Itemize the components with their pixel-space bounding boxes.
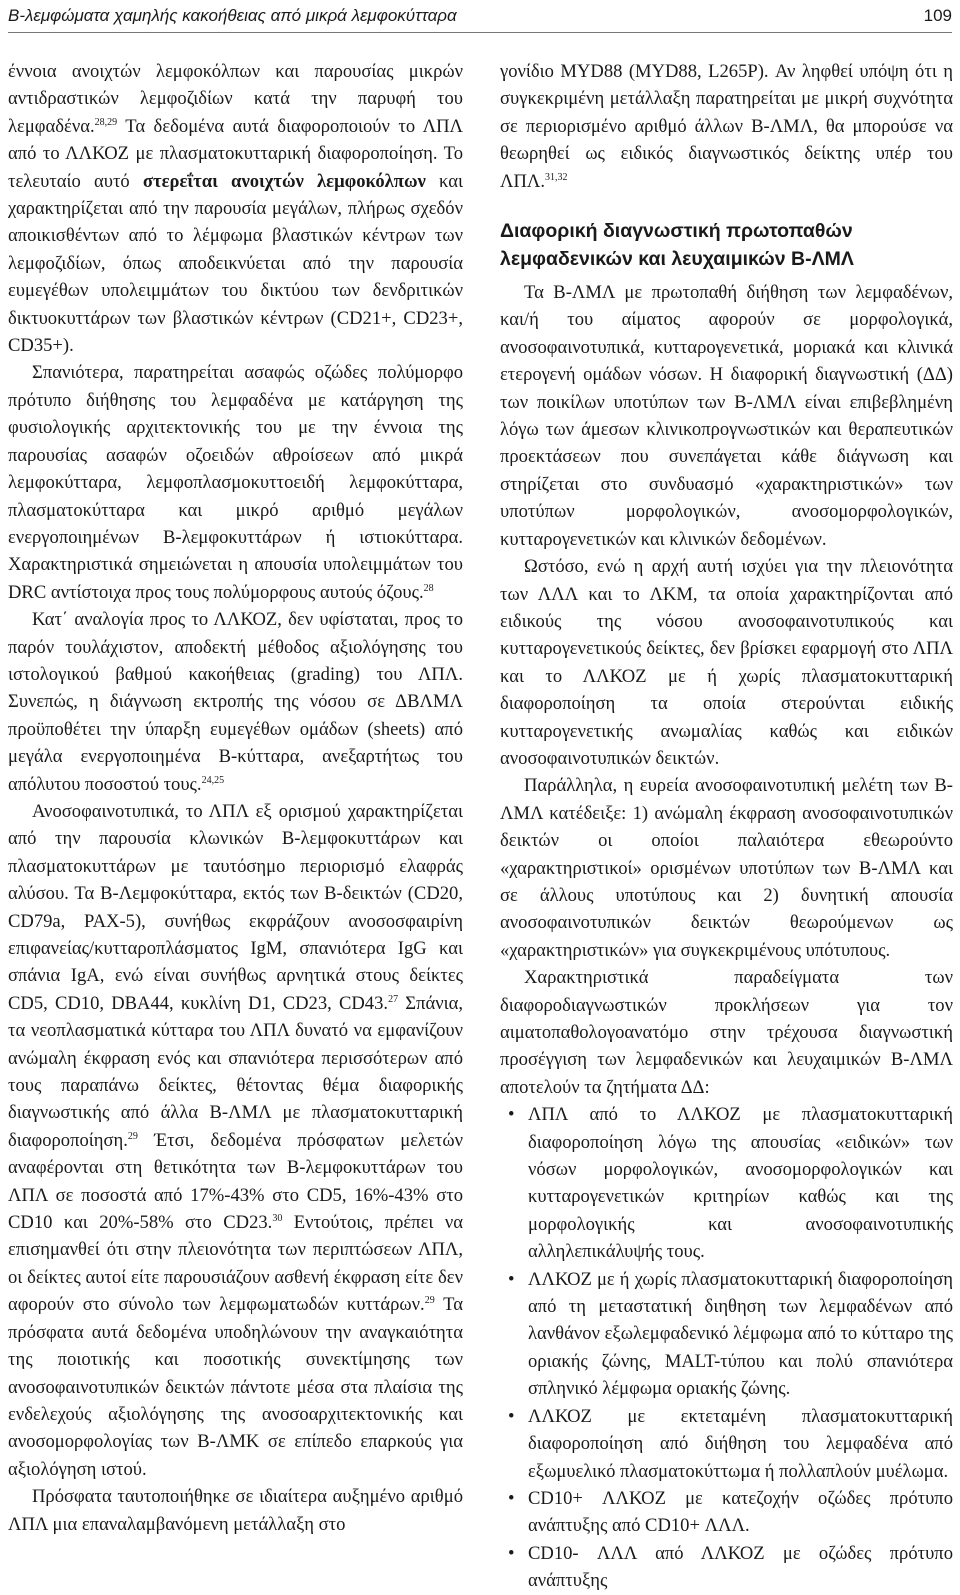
- text-run: και χαρακτηρίζεται από την παρουσία μεγάλων, πλήρως σχεδόν αποικισθέντων από το λέμφωμα βλαστικών κέντρων των λεμφοζιδίων, όπως αποδεικνύεται από την παρουσία ευμεγέθων υπολειμμάτων του δικτύου των δενδριτικών δικτυοκυττάρων των βλαστικών κέντρων (CD21+, CD23+, CD35+).: [8, 170, 463, 357]
- citation: 27: [388, 993, 399, 1005]
- list-item: [500, 1540, 953, 1595]
- list-item-text: CD10- ΛΛΛ από ΛΛΚΟΖ με οζώδες πρότυπο ανάπτυξης: [528, 1542, 953, 1592]
- section-heading-line: λεμφαδενικών και λευχαιμικών Β-ΛΜΛ: [500, 248, 854, 271]
- paragraph: [500, 553, 953, 772]
- section-heading: [500, 217, 953, 273]
- page-number: 109: [923, 6, 952, 25]
- list-item: [500, 1266, 953, 1403]
- page-header: [8, 4, 952, 32]
- bullet-icon: •: [508, 1405, 515, 1427]
- paragraph: [8, 58, 463, 359]
- text-run: Έτσι, δεδομένα πρόσφατων μελετών αναφέρονται στη θετικότητα των Β-λεμφοκυττάρων του ΛΠΛ σε ποσοστά από 17%-43% στο CD5, 16%-43% στο CD10 και 20%-58% στο CD23.: [8, 1129, 463, 1234]
- citation: 30: [272, 1213, 283, 1225]
- citation: 31,32: [545, 171, 568, 183]
- bullet-icon: •: [508, 1268, 515, 1290]
- citation: 28: [423, 582, 434, 594]
- paragraph: [500, 964, 953, 1101]
- list-item-text: ΛΠΛ από το ΛΛΚΟΖ με πλασματοκυτταρική διαφοροποίηση λόγω της απουσίας «ειδικών» των νόσων μορφολογικών, ανοσομορφολογικών και κυτταρογενετικών κριτηρίων καθώς και της μορφολογικής και ανοσοφαινοτυπικής αλληλεπικάλυψής τους.: [528, 1104, 953, 1263]
- text-run: Τα δεδομένα αυτά διαφοροποιούν το ΛΠΛ από το ΛΛΚΟΖ με πλασματοκυτταρική διαφοροποίηση. Το τελευταίο αυτό: [8, 115, 463, 192]
- text-run: Κατ΄ αναλογία προς το ΛΛΚΟΖ, δεν υφίσταται, προς το παρόν τουλάχιστον, αποδεκτή μέθοδος αξιολόγησης του ιστολογικού βαθμού κακοήθειας (grading) του ΛΠΛ. Συνεπώς, η διάγνωση εκτροπής της νόσου σε ΔΒΛΜΛ προϋποθέτει την ύπαρξη ευμεγέθων ομάδων (sheets) από μεγάλα ενεργοποιημένα Β-κύτταρα, ανεξαρτήτως του απόλυτου ποσοστού τους.: [8, 609, 463, 795]
- text-run: γονίδιο MYD88 (MYD88, L265P). Αν ληφθεί υπόψη ότι η συγκεκριμένη μετάλλαξη παρατηρείται με μικρή συχνότητα σε περιορισμένο αριθμό άλλων Β-ΛΜΛ, θα μπορούσε να θεωρηθεί ως ειδικός διαγνωστικός δείκτης υπέρ του ΛΠΛ.: [500, 61, 953, 192]
- paragraph: [8, 798, 463, 1483]
- list-item-text: ΛΛΚΟΖ με εκτεταμένη πλασματοκυτταρική διαφοροποίηση από διήθηση του λεμφαδένα από εξωμυελικό πλασματοκύττωμα ή πολλαπλούν μυέλωμα.: [528, 1405, 953, 1482]
- text-run: έννοια ανοιχτών λεμφοκόλπων και παρουσίας μικρών αντιδραστικών λεμφοζιδίων κατά την παρυφή του λεμφαδένα.: [8, 61, 463, 137]
- paragraph: [500, 58, 953, 195]
- citation: 29: [127, 1130, 138, 1142]
- section-heading-line: Διαφορική διαγνωστική πρωτοπαθών: [500, 220, 853, 243]
- bullet-icon: •: [508, 1487, 515, 1509]
- citation: 28,29: [94, 116, 118, 128]
- citation: 29: [424, 1295, 435, 1307]
- paragraph: [500, 279, 953, 553]
- right-column: [500, 58, 953, 1595]
- text-run: Παράλληλα, η ευρεία ανοσοφαινοτυπική μελέτη των Β-ΛΜΛ κατέδειξε: 1) ανώμαλη έκφραση ανοσοφαινοτυπικών δεικτών οι οποίοι παλαιότερα εθεωρούντο «χαρακτηριστικοί» ορισμένων υποτύπων των Β-ΛΜΛ και σε άλλους υποτύπους και 2) δυνητική απουσία ανοσοφαινοτυπικών δεικτών θεωρούμενων ως «χαρακτηριστικών» για συγκεκριμένους υπότυπους.: [500, 775, 953, 961]
- text-run: Σπανιότερα, παρατηρείται ασαφώς οζώδες πολύμορφο πρότυπο διήθησης του λεμφαδένα με κατάργηση της φυσιολογικής αρχιτεκτονικής του με την έννοια της παρουσίας ασαφών οζοειδών αθροίσεων από μικρά λεμφοκύτταρα, λεμφοπλασμοκυττοειδή λεμφοκύτταρα, πλασματοκύτταρα και μικρό αριθμό μεγάλων ενεργοποιημένων Β-λεμφοκυττάρων ή ιστιοκύτταρα. Χαρακτηριστικά σημειώνεται η απουσία υπολειμμάτων του DRC αντίστοιχα προς τους πολύμορφους αυτούς όζους.: [8, 362, 463, 603]
- text-run: Σπάνια, τα νεοπλασματικά κύτταρα του ΛΠΛ δυνατό να εμφανίζουν ανώμαλη έκφραση ενός και σπανιότερα περισσότερων από τους παραπάνω δείκτες, θέτοντας θέμα διαφορικής διαγνωστικής από άλλα Β-ΛΜΛ με πλασματοκυτταρική διαφοροποίηση.: [8, 992, 463, 1151]
- bullet-icon: •: [508, 1104, 515, 1126]
- paragraph: [8, 359, 463, 606]
- list-item: [500, 1101, 953, 1265]
- paragraph: [500, 772, 953, 964]
- list-item: [500, 1485, 953, 1540]
- bullet-list: [500, 1101, 953, 1594]
- bold-term: στερεΐται ανοιχτών λεμφοκόλπων: [142, 170, 426, 192]
- text-run: Τα Β-ΛΜΛ με πρωτοπαθή διήθηση των λεμφαδένων, και/ή του αίματος αφορούν σε μορφολογικά, ανοσοφαινοτυπικά, κυτταρογενετικά, μοριακά και κλινικά ετερογενή ομάδων νόσων. Η διαφορική διαγνωστική (ΔΔ) των ποικίλων υποτύπων των Β-ΛΜΛ είναι επιβεβλημένη λόγω των άμεσων κλινικοπρογνωστικών και θεραπευτικών προεκτάσεων που συνεπάγεται κάθε διάγνωση και στηρίζεται στο συνδυασμό «χαρακτηριστικών» των υποτύπων μορφολογικών, ανοσομορφολογικών, κυτταρογενετικών και κλινικών δεδομένων.: [500, 282, 953, 550]
- text-run: Ανοσοφαινοτυπικά, το ΛΠΛ εξ ορισμού χαρακτηρίζεται από την παρουσία κλωνικών Β-λεμφοκυττάρων και πλασματοκυττάρων με ταυτόσημο περιορισμό ελαφράς αλύσου. Τα Β-Λεμφοκύτταρα, εκτός των Β-δεικτών (CD20, CD79a, PAX-5), συνήθως εκφράζουν ανοσοσφαιρίνη επιφανείας/κυτταροπλάσματος IgM, σπανιότερα IgG και σπάνια IgA, ενώ είναι συνήθως αρνητικά στους δείκτες CD5, CD10, DBA44, κυκλίνη D1, CD23, CD43.: [8, 800, 463, 1014]
- list-item-text: CD10+ ΛΛΚΟΖ με κατεζοχήν οζώδες πρότυπο ανάπτυξης από CD10+ ΛΛΛ.: [528, 1487, 953, 1537]
- citation: 24,25: [201, 774, 225, 786]
- list-item-text: ΛΛΚΟΖ με ή χωρίς πλασματοκυτταρική διαφοροποίηση από τη μεταστατική διηθηση των λεμφαδένων από λανθάνον εξωλεμφαδενικό λέμφωμα από το κύτταρο της οριακής ζώνης, MALT-τύπου και πολύ σπανιότερα σπληνικό λέμφωμα οριακής ζώνης.: [528, 1268, 953, 1400]
- text-run: Εντούτοις, πρέπει να επισημανθεί ότι στην πλειονότητα των περιπτώσεων ΛΠΛ, οι δείκτες αυτοί είτε παρουσιάζουν ασθενή έκφραση είτε δεν αφορούν στο σύνολο των λεμφωματωδών κυττάρων.: [8, 1212, 463, 1316]
- text-run: Τα πρόσφατα αυτά δεδομένα υποδηλώνουν την αναγκαιότητα της ποιοτικής και ποσοτικής συνεκτίμησης των ανοσοφαινοτυπικών δεικτών πάντοτε μέσα στα πλαίσια της ενδελεχούς αξιολόγησης της ανοσοαρχιτεκτονικής και ανοσομορφολογίας των Β-ΛΜΚ σε επίπεδο επαρκούς για αξιολόγηση ιστού.: [8, 1294, 463, 1480]
- text-run: Πρόσφατα ταυτοποιήθηκε σε ιδιαίτερα αυξημένο αριθμό ΛΠΛ μια επαναλαμβανόμενη μετάλλαξη στο: [8, 1486, 463, 1535]
- paragraph: [8, 1483, 463, 1538]
- list-item: [500, 1403, 953, 1485]
- text-run: Χαρακτηριστικά παραδείγματα των διαφοροδιαγνωστικών προκλήσεων για τον αιματοπαθολογοανατόμο στην τρέχουσα διαγνωστική προσέγγιση των λεμφαδενικών και λευχαιμικών Β-ΛΜΛ αποτελούν τα ζητήματα ΔΔ:: [500, 967, 953, 1098]
- paragraph: [8, 606, 463, 798]
- running-title: Β-λεμφώματα χαμηλής κακοήθειας από μικρά λεμφοκύτταρα: [8, 6, 457, 25]
- left-column: [8, 58, 463, 1538]
- text-run: Ωστόσο, ενώ η αρχή αυτή ισχύει για την πλειονότητα των ΛΛΛ και το ΛΚΜ, τα οποία χαρακτηρίζονται από ειδικούς της νόσου ανοσοφαινοτυπικούς και κυτταρογενετικούς δείκτες, δεν βρίσκει εφαρμογή στο ΛΠΛ και το ΛΛΚΟΖ με ή χωρίς πλασματοκυτταρική διαφοροποίηση τα οποία στερούνται ειδικής κυτταρογενετικής ανωμαλίας καθώς και ειδικών ανοσοφαινοτυπικών δεικτών.: [500, 556, 953, 769]
- header-divider: [8, 32, 952, 33]
- bullet-icon: •: [508, 1542, 515, 1564]
